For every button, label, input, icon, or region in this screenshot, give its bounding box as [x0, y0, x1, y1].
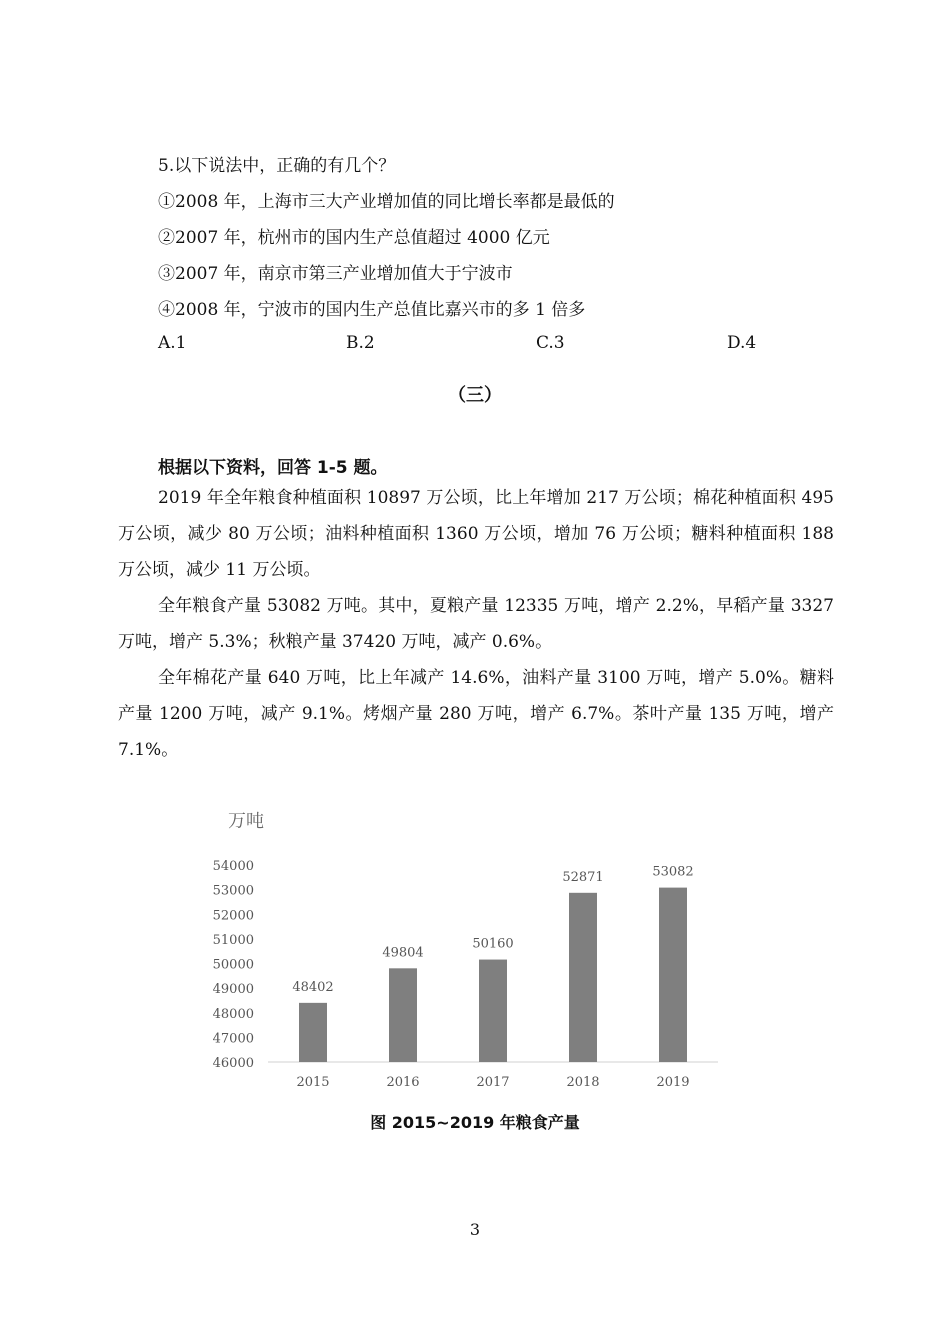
y-tick-label: 49000 — [212, 982, 254, 998]
y-tick-label: 54000 — [212, 859, 254, 874]
data-label-2018: 52871 — [562, 869, 604, 885]
option-c: C.3 — [536, 333, 565, 353]
paragraph-crop-output: 全年棉花产量 640 万吨，比上年减产 14.6%，油料产量 3100 万吨，增产 5.0%。糖料产量 1200 万吨，减产 9.1%。烤烟产量 280 万吨，增产 6.7%。茶叶产量 135 万吨，增产 7.1%。 — [118, 668, 834, 760]
paragraph-planting-area: 2019 年全年粮食种植面积 10897 万公顷，比上年增加 217 万公顷；棉花种植面积 495 万公顷，减少 80 万公顷；油料种植面积 1360 万公顷，增加 76 万公顷；糖料种植面积 188 万公顷，减少 11 万公顷。 — [118, 488, 834, 580]
statement-1: ①2008 年，上海市三大产业增加值的同比增长率都是最低的 — [158, 192, 615, 212]
x-tick-label-2015: 2015 — [296, 1075, 330, 1090]
question-stem: 5.以下说法中，正确的有几个？ — [158, 156, 396, 176]
y-tick-label: 51000 — [212, 932, 254, 948]
chart-svg — [190, 800, 750, 1100]
x-tick-label-2018: 2018 — [566, 1075, 600, 1090]
option-a: A.1 — [158, 333, 187, 353]
page-number: 3 — [469, 1220, 481, 1239]
data-label-2017: 50160 — [472, 936, 514, 952]
x-tick-label-2017: 2017 — [476, 1075, 510, 1090]
y-tick-label: 47000 — [212, 1031, 254, 1047]
y-tick-label: 48000 — [212, 1006, 254, 1022]
y-tick-label: 50000 — [212, 957, 254, 973]
section-title: （三） — [448, 385, 502, 406]
y-tick-label: 52000 — [212, 908, 254, 924]
bar-2019 — [659, 888, 687, 1062]
bar-2017 — [479, 960, 507, 1062]
section-instruction: 根据以下资料，回答 1-5 题。 — [158, 458, 388, 478]
data-label-2016: 49804 — [382, 945, 424, 961]
data-label-2019: 53082 — [652, 864, 694, 880]
statement-4: ④2008 年，宁波市的国内生产总值比嘉兴市的多 1 倍多 — [158, 300, 586, 320]
y-tick-label: 53000 — [212, 883, 254, 899]
statement-3: ③2007 年，南京市第三产业增加值大于宁波市 — [158, 264, 513, 284]
y-tick-label: 46000 — [212, 1056, 254, 1071]
option-d: D.4 — [727, 333, 757, 353]
x-tick-label-2019: 2019 — [656, 1075, 690, 1090]
statement-2: ②2007 年，杭州市的国内生产总值超过 4000 亿元 — [158, 228, 550, 248]
bar-2018 — [569, 893, 597, 1062]
x-tick-label-2016: 2016 — [386, 1075, 420, 1090]
data-label-2015: 48402 — [292, 979, 334, 995]
bar-2016 — [389, 968, 417, 1062]
chart-caption: 图 2015~2019 年粮食产量 — [370, 1113, 580, 1132]
option-b: B.2 — [346, 333, 375, 353]
bar-2015 — [299, 1003, 327, 1062]
paragraph-grain-output: 全年粮食产量 53082 万吨。其中，夏粮产量 12335 万吨，增产 2.2%，早稻产量 3327 万吨，增产 5.3%；秋粮产量 37420 万吨，减产 0.6%。 — [118, 596, 834, 652]
y-axis-unit-label: 万吨 — [228, 811, 264, 832]
grain-output-chart — [190, 800, 750, 1100]
